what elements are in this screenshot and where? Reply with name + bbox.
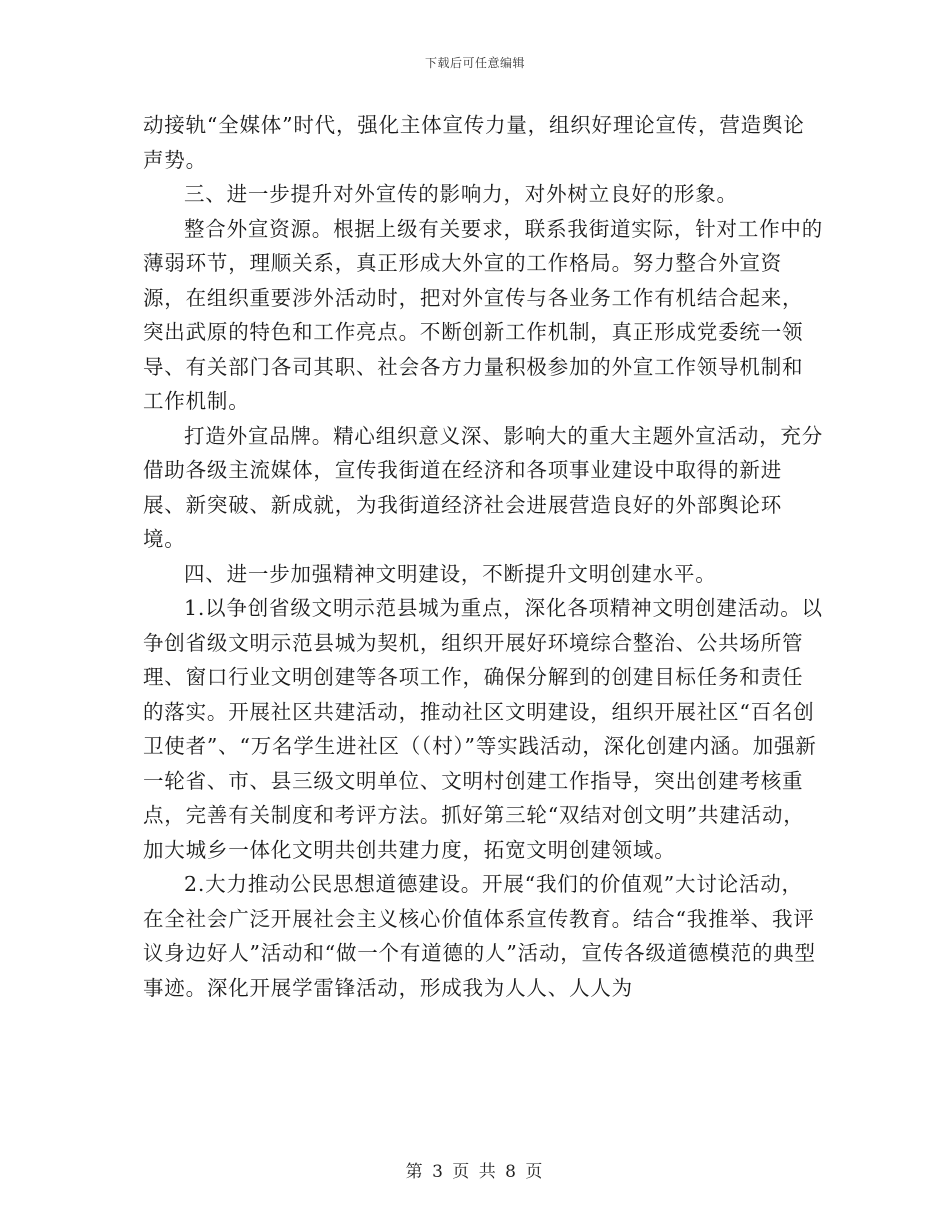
paragraph: 整合外宣资源。根据上级有关要求，联系我街道实际，针对工作中的薄弱环节，理顺关系，真正形成大外宣的工作格局。努力整合外宣资源，在组织重要涉外活动时，把对外宣传与各业务工作有机结合起来，突出武原的特色和工作亮点。不断创新工作机制，真正形成党委统一领导、有关部门各司其职、社会各方力量积极参加的外宣工作领导机制和工作机制。 (143, 216, 823, 413)
document-body (143, 108, 823, 1005)
page-number: 第 3 页 共 8 页 (405, 1162, 545, 1182)
paragraph: 打造外宣品牌。精心组织意义深、影响大的重大主题外宣活动，充分借助各级主流媒体，宣传我街道在经济和各项事业建设中取得的新进展、新突破、新成就，为我街道经济社会进展营造良好的外部舆论环境。 (143, 423, 823, 551)
header-note: 下载后可任意编辑 (424, 56, 525, 70)
section-heading-3: 三、进一步提升对外宣传的影响力，对外树立良好的形象。 (184, 182, 738, 206)
paragraph: 1.以争创省级文明示范县城为重点，深化各项精神文明创建活动。以争创省级文明示范县城为契机，组织开展好环境综合整治、公共场所管理、窗口行业文明创建等各项工作，确保分解到的创建目标任务和责任的落实。开展社区共建活动，推动社区文明建设，组织开展社区“百名创卫使者”、“万名学生进社区（（村）”等实践活动，深化创建内涵。加强新一轮省、市、县三级文明单位、文明村创建工作指导，突出创建考核重点，完善有关制度和考评方法。抓好第三轮“双结对创文明”共建活动，加大城乡一体化文明共创共建力度，拓宽文明创建领域。 (143, 596, 823, 862)
section-heading-4: 四、进一步加强精神文明建设，不断提升文明创建水平。 (184, 561, 717, 586)
paragraph: 2.大力推动公民思想道德建设。开展“我们的价值观”大讨论活动，在全社会广泛开展社会主义核心价值体系宣传教育。结合“我推举、我评议身边好人”活动和“做一个有道德的人”活动，宣传各级道德模范的典型事迹。深化开展学雷锋活动，形成我为人人、人人为 (143, 872, 816, 1000)
paragraph-continuation: 动接轨“全媒体”时代，强化主体宣传力量，组织好理论宣传，营造舆论声势。 (143, 113, 805, 172)
